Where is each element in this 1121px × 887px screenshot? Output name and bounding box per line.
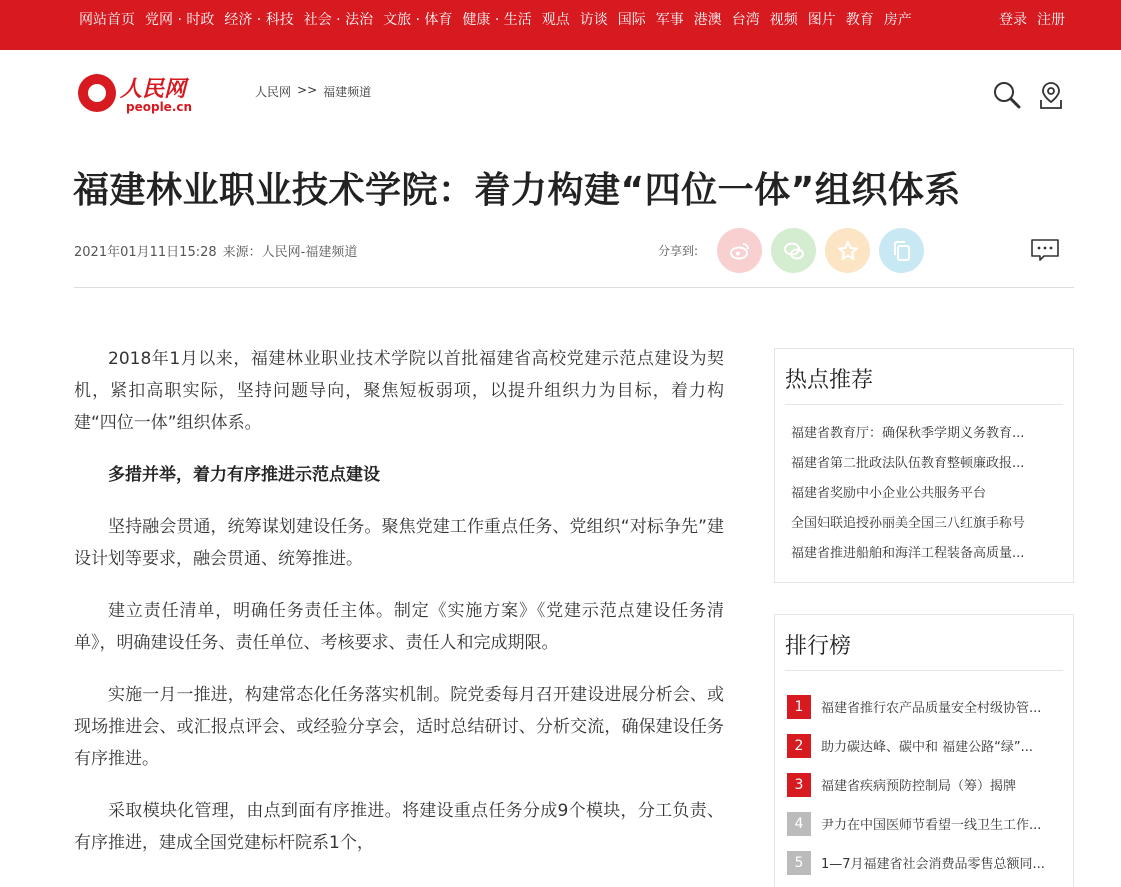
nav-item-party-politics[interactable]: 党网 · 时政 — [145, 12, 215, 28]
copy-link-button[interactable] — [879, 228, 924, 273]
rank-number: 2 — [787, 734, 811, 758]
ranking-box — [774, 614, 1074, 887]
copy-icon — [890, 239, 914, 263]
rank-item-text[interactable]: 助力碳达峰、碳中和 福建公路“绿”... — [821, 740, 1033, 755]
nav-item-home[interactable]: 网站首页 — [79, 12, 135, 28]
logo-text-en: people.cn — [126, 100, 193, 114]
location-icon[interactable] — [1038, 80, 1064, 110]
register-link[interactable]: 注册 — [1037, 12, 1065, 28]
nav-item-taiwan[interactable]: 台湾 — [731, 12, 760, 28]
logo-text-cn: 人民网 — [120, 76, 187, 102]
article-title: 福建林业职业技术学院：着力构建“四位一体”组织体系 — [73, 170, 961, 211]
logo-mark — [78, 74, 116, 112]
nav-item-opinion[interactable]: 观点 — [541, 12, 570, 28]
nav-item-culture-sports[interactable]: 文旅 · 体育 — [383, 12, 453, 28]
rank-item-text[interactable]: 福建省疾病预防控制局（筹）揭牌 — [821, 779, 1017, 794]
rank-item[interactable] — [787, 804, 1061, 843]
hot-item[interactable]: 福建省第二批政法队伍教育整顿廉政报... — [791, 456, 1025, 471]
header-divider — [74, 287, 1074, 288]
rank-number: 4 — [787, 812, 811, 836]
article-subheading: 多措并举，着力有序推进示范点建设 — [108, 465, 380, 485]
nav-item-society-law[interactable]: 社会 · 法治 — [303, 12, 374, 28]
rank-number: 5 — [787, 851, 811, 875]
wechat-share-button[interactable] — [771, 228, 816, 273]
article-paragraph: 采取模块化管理，由点到面有序推进。将建设重点任务分成9个模块，分工负责、有序推进，建成全国党建标杆院系1个， — [74, 801, 724, 853]
article-datetime: 2021年01月11日15:28 — [74, 245, 217, 260]
hot-item[interactable]: 福建省奖励中小企业公共服务平台 — [791, 486, 987, 501]
rank-item-text[interactable]: 1—7月福建省社会消费品零售总额同... — [821, 857, 1045, 872]
search-icon[interactable] — [992, 80, 1022, 110]
nav-item-video[interactable]: 视频 — [769, 12, 798, 28]
qzone-icon — [836, 239, 860, 263]
nav-item-hk-macao[interactable]: 港澳 — [693, 12, 722, 28]
hot-recommend-title: 热点推荐 — [785, 349, 1063, 405]
article-body — [74, 343, 724, 887]
nav-item-education[interactable]: 教育 — [845, 12, 874, 28]
hot-recommend-box — [774, 348, 1074, 583]
ranking-list — [775, 671, 1073, 882]
rank-item[interactable] — [787, 726, 1061, 765]
nav-item-interview[interactable]: 访谈 — [579, 12, 608, 28]
rank-item-text[interactable]: 福建省推行农产品质量安全村级协管... — [821, 701, 1042, 716]
nav-item-international[interactable]: 国际 — [617, 12, 646, 28]
rank-item[interactable] — [787, 687, 1061, 726]
breadcrumb-channel[interactable]: 福建频道 — [323, 85, 372, 99]
weibo-share-button[interactable] — [717, 228, 762, 273]
wechat-icon — [782, 239, 806, 263]
nav-item-health-life[interactable]: 健康 · 生活 — [462, 12, 532, 28]
account-links — [999, 10, 1065, 30]
article-meta — [74, 241, 357, 260]
article-paragraph: 2018年1月以来，福建林业职业技术学院以首批福建省高校党建示范点建设为契机，紧扣高职实际，坚持问题导向，聚焦短板弱项，以提升组织力为目标，着力构建“四位一体”组织体系。 — [74, 349, 724, 433]
nav-item-military[interactable]: 军事 — [655, 12, 684, 28]
top-nav — [79, 10, 912, 30]
rank-item[interactable] — [787, 843, 1061, 882]
login-link[interactable]: 登录 — [999, 12, 1027, 28]
top-nav-bar — [0, 0, 1121, 50]
hot-recommend-list — [775, 405, 1073, 569]
qzone-share-button[interactable] — [825, 228, 870, 273]
rank-number: 1 — [787, 695, 811, 719]
hot-item[interactable]: 福建省教育厅：确保秋季学期义务教育... — [791, 426, 1025, 441]
nav-item-economy-tech[interactable]: 经济 · 科技 — [224, 12, 294, 28]
ranking-title: 排行榜 — [785, 615, 1063, 671]
nav-item-real-estate[interactable]: 房产 — [883, 12, 912, 28]
weibo-icon — [728, 239, 752, 263]
share-label: 分享到: — [658, 244, 699, 258]
site-logo[interactable] — [78, 70, 198, 120]
breadcrumb — [255, 83, 371, 100]
rank-number: 3 — [787, 773, 811, 797]
article-paragraph: 实施一月一推进，构建常态化任务落实机制。院党委每月召开建设进展分析会、或现场推进会、或汇报点评会、或经验分享会，适时总结研讨、分析交流，确保建设任务有序推进。 — [74, 685, 724, 769]
article-paragraph: 建立责任清单，明确任务责任主体。制定《实施方案》《党建示范点建设任务清单》，明确建设任务、责任单位、考核要求、责任人和完成期限。 — [74, 601, 724, 653]
article-paragraph: 坚持融会贯通，统筹谋划建设任务。聚焦党建工作重点任务、党组织“对标争先”建设计划等要求，融会贯通、统筹推进。 — [74, 517, 724, 569]
rank-item-text[interactable]: 尹力在中国医师节看望一线卫生工作... — [821, 818, 1042, 833]
comment-icon[interactable] — [1030, 238, 1060, 262]
breadcrumb-separator: >> — [297, 83, 318, 97]
source-link[interactable]: 人民网-福建频道 — [261, 245, 358, 260]
rank-item[interactable] — [787, 765, 1061, 804]
hot-item[interactable]: 全国妇联追授孙丽美全国三八红旗手称号 — [791, 516, 1026, 531]
source-label: 来源： — [222, 245, 262, 260]
breadcrumb-home[interactable]: 人民网 — [255, 85, 292, 99]
nav-item-pictures[interactable]: 图片 — [807, 12, 836, 28]
hot-item[interactable]: 福建省推进船舶和海洋工程装备高质量... — [791, 546, 1025, 561]
article-source — [223, 241, 358, 260]
